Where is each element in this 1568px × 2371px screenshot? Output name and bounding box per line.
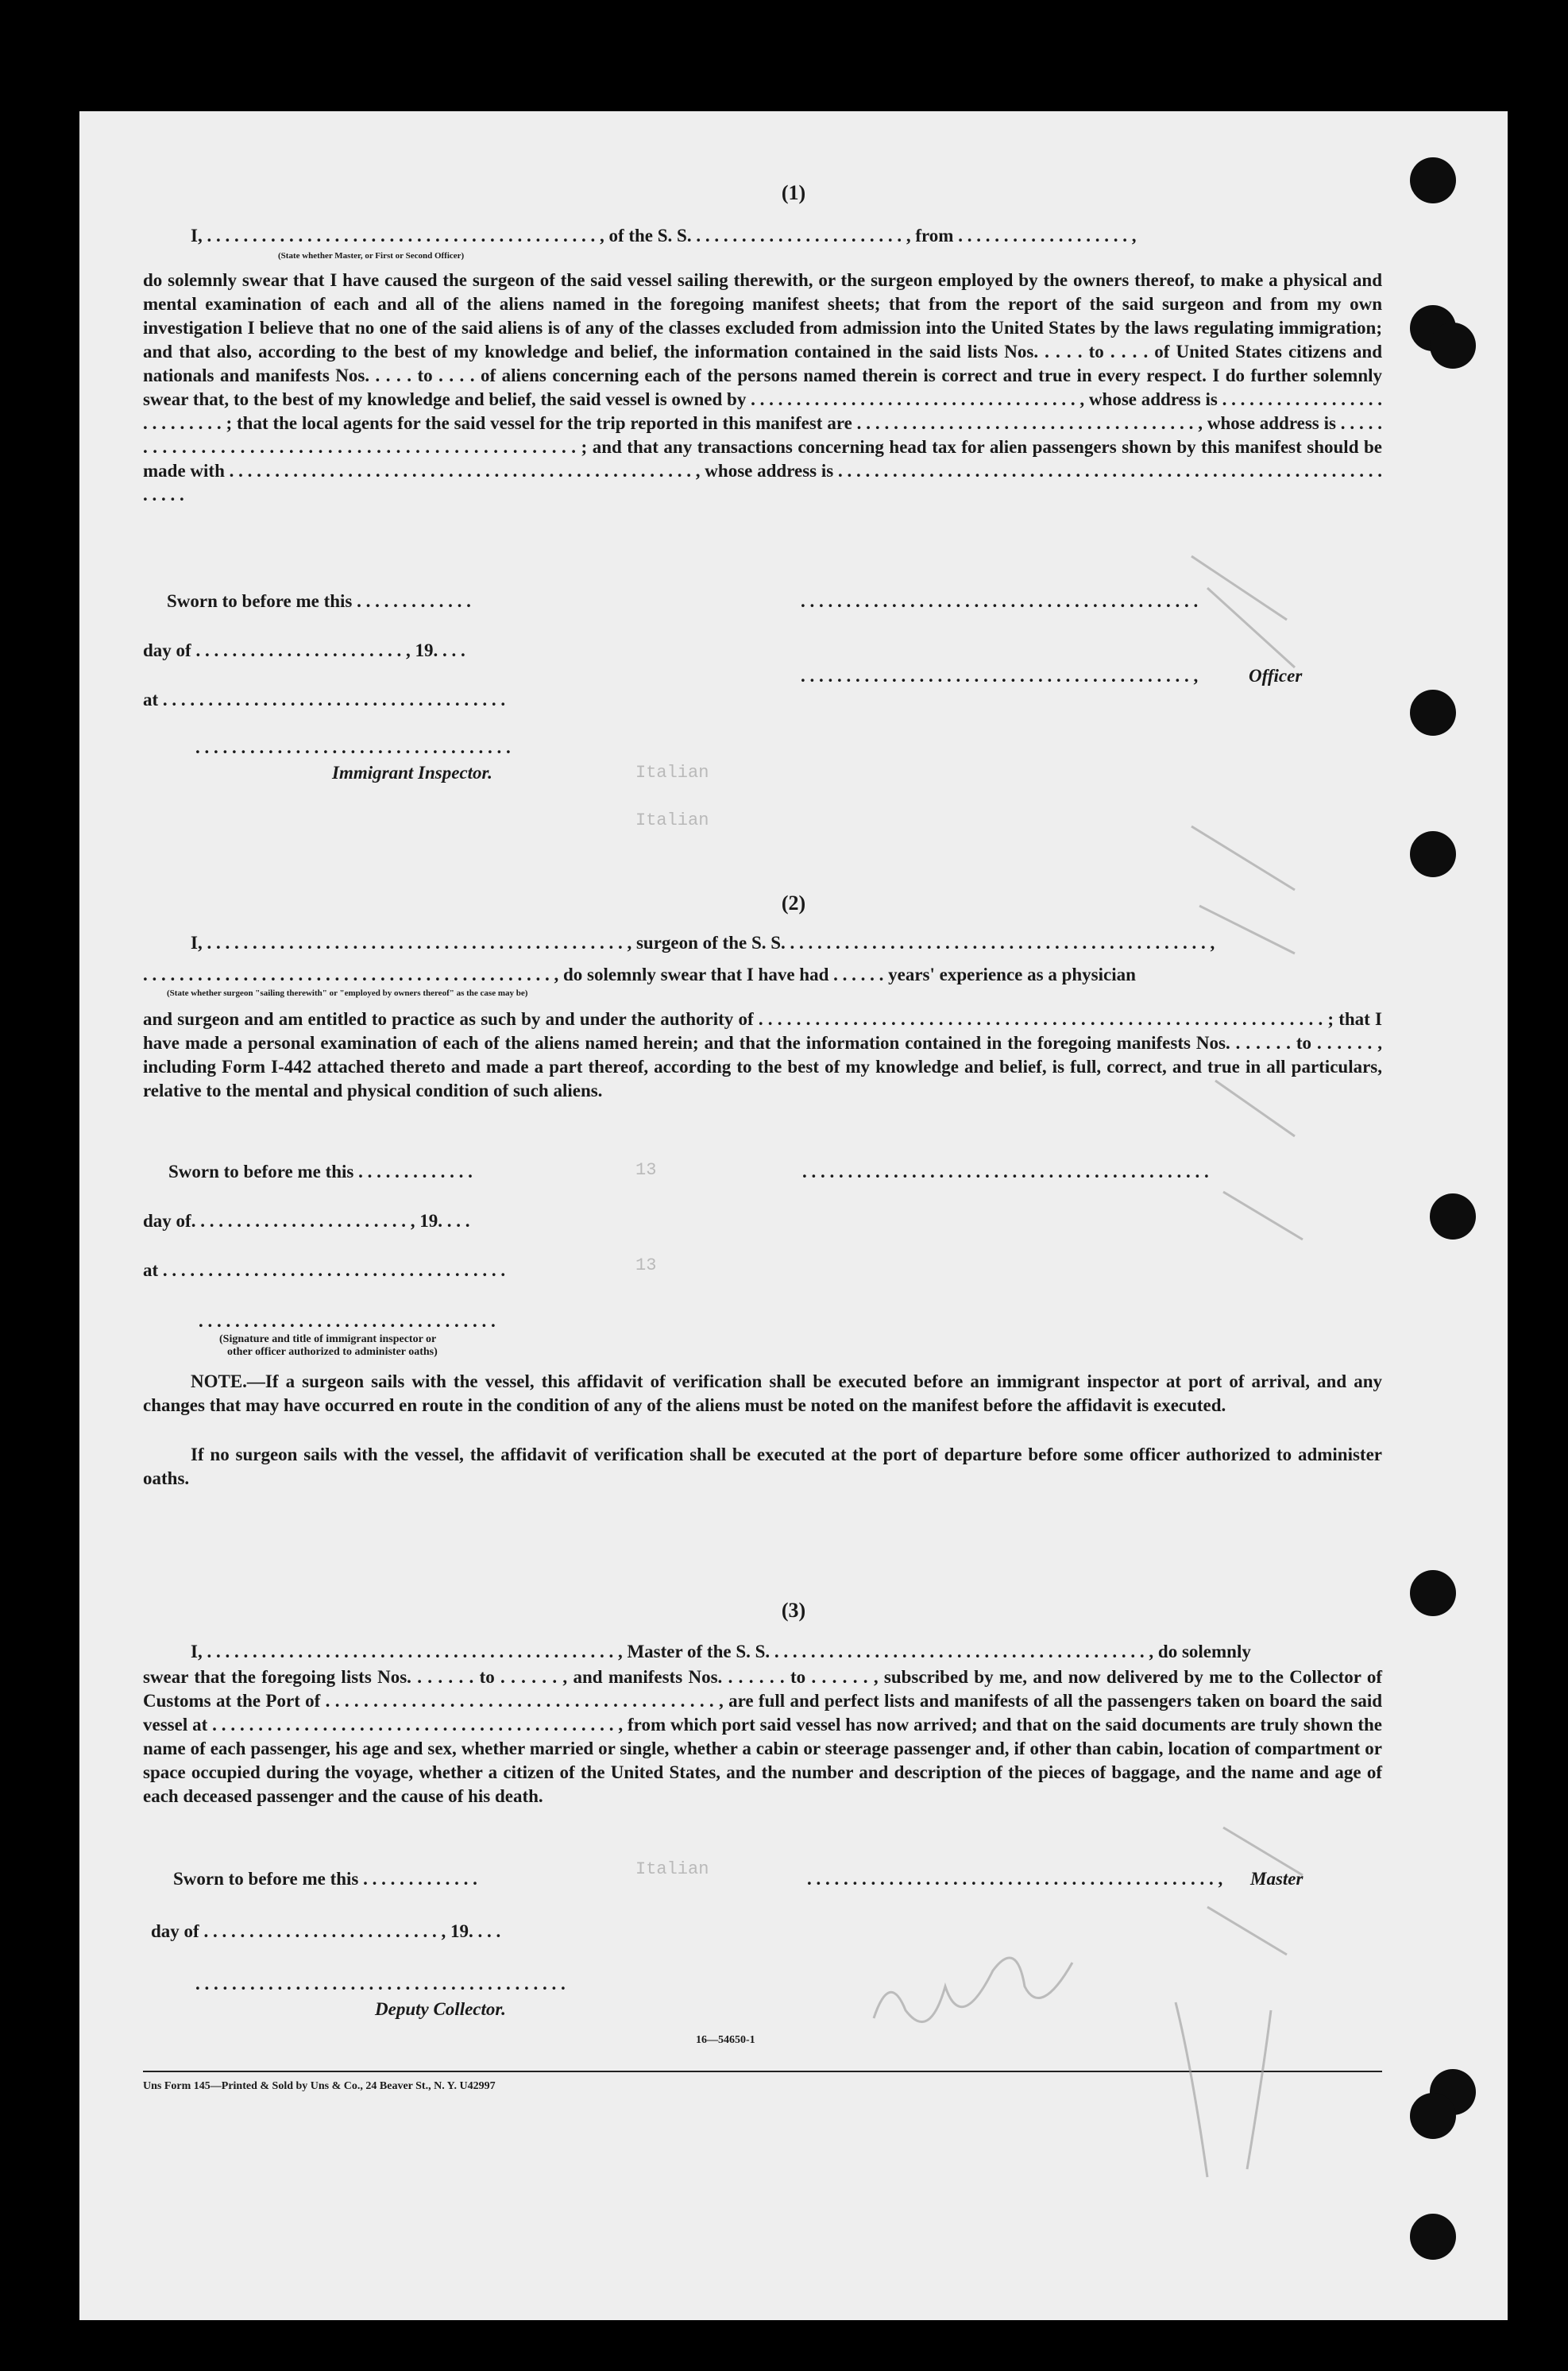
section-1-right-signature-line: . . . . . . . . . . . . . . . . . . . . . . . . . . . . . . . . . . . . . . . . . . . .: [801, 591, 1199, 611]
form-code: 16—54650-1: [696, 2034, 755, 2046]
section-2-heading: (2): [781, 892, 806, 915]
bleed-text: Italian: [635, 810, 709, 830]
binder-hole: [1410, 2093, 1456, 2139]
section-1-officer-label: Officer: [1249, 666, 1303, 686]
binder-hole: [1430, 1193, 1476, 1240]
section-1-heading: (1): [781, 181, 806, 204]
section-1-inspector-title: Immigrant Inspector.: [332, 763, 492, 783]
bleed-text: Italian: [635, 763, 709, 783]
binder-hole: [1410, 831, 1456, 877]
section-2-note-paragraph: NOTE.—If a surgeon sails with the vessel, this affidavit of verification shall be executed before an immigrant inspector at port of arrival, and any changes that may have occurred en route in the condition of any of the aliens must be noted on the manifest before the affidavit is executed.: [143, 1371, 1382, 1415]
section-2-right-signature-line: . . . . . . . . . . . . . . . . . . . . . . . . . . . . . . . . . . . . . . . . . . . . .: [802, 1162, 1209, 1182]
binder-hole: [1430, 323, 1476, 369]
section-2-sworn-line: Sworn to before me this . . . . . . . . . . . . .: [168, 1162, 473, 1182]
document-page: [79, 111, 1508, 2320]
section-1-sworn-line: Sworn to before me this . . . . . . . . . . . . .: [167, 591, 471, 611]
printer-imprint: Uns Form 145—Printed & Sold by Uns & Co., 24 Beaver St., N. Y. U42997: [143, 2080, 496, 2092]
section-1-day-line: day of . . . . . . . . . . . . . . . . . . . . . . . , 19. . . .: [143, 640, 465, 660]
section-2-experience-line: . . . . . . . . . . . . . . . . . . . . . . . . . . . . . . . . . . . . . . . . . . . . . , do solemnly swear that I have had . . . . . . years' experience as a physician: [143, 965, 1136, 984]
binder-hole: [1410, 690, 1456, 736]
section-2-signature-note-2: other officer authorized to administer oaths): [227, 1346, 438, 1358]
section-3-sworn-line: Sworn to before me this . . . . . . . . . . . . .: [173, 1869, 477, 1889]
bleed-text: 13: [635, 1255, 657, 1275]
section-1-at-line: at . . . . . . . . . . . . . . . . . . . . . . . . . . . . . . . . . . . . . .: [143, 690, 506, 710]
section-3-master-label: Master: [1250, 1869, 1303, 1889]
footer-divider: [143, 2071, 1382, 2072]
binder-hole: [1410, 2214, 1456, 2260]
bleed-text: 13: [635, 1160, 657, 1180]
section-2-surgeon-line: I, . . . . . . . . . . . . . . . . . . . . . . . . . . . . . . . . . . . . . . . . . . . . . . , surgeon of the S. S. . . . . . . . . . . . . . . . . . . . . . . . . . . . . . . . . . . . . . . . . . . . . . . ,: [191, 933, 1215, 953]
section-2-at-line: at . . . . . . . . . . . . . . . . . . . . . . . . . . . . . . . . . . . . . .: [143, 1260, 506, 1280]
section-3-heading: (3): [781, 1599, 806, 1622]
binder-hole: [1410, 1570, 1456, 1616]
section-2-oath-text: and surgeon and am entitled to practice as such by and under the authority of . . . . . . . . . . . . . . . . . . . . . . . . . . . . . . . . . . . . . . . . . . . . . . . . . . . . . . . . . . . . ; that I have made a personal examination of each of the aliens named herein; and that the information contained in the foregoing manifests Nos. . . . . . . to . . . . . . , including Form I-442 attached thereto and made a part thereof, according to the best of my knowledge and belief, is full, correct, and true in all particulars, relative to the mental and physical condition of such aliens.: [143, 1009, 1382, 1100]
section-3-master-line: I, . . . . . . . . . . . . . . . . . . . . . . . . . . . . . . . . . . . . . . . . . . . . . , Master of the S. S. . . . . . . . . . . . . . . . . . . . . . . . . . . . . . . . . . . . . . . . . . , do solemnly: [191, 1642, 1251, 1661]
section-3-day-line: day of . . . . . . . . . . . . . . . . . . . . . . . . . . , 19. . . .: [151, 1921, 501, 1941]
section-2-signature-note-1: (Signature and title of immigrant inspector or: [219, 1333, 437, 1345]
bleed-text: Italian: [635, 1859, 709, 1879]
section-2-note-paragraph-2: If no surgeon sails with the vessel, the affidavit of verification shall be executed at the port of departure before some officer authorized to administer oaths.: [143, 1445, 1382, 1488]
section-1-inspector-signature-line: . . . . . . . . . . . . . . . . . . . . . . . . . . . . . . . . . . .: [195, 737, 511, 757]
section-3-oath-text: swear that the foregoing lists Nos. . . . . . . to . . . . . . , and manifests Nos. . . . . . . to . . . . . . , subscribed by me, and now delivered by me to the Collector of Customs at the Port of . . . . . . . . . . . . . . . . . . . . . . . . . . . . . . . . . . . . . . . . . , are full and perfect lists and manifests of all the passengers taken on board the said vessel at . . . . . . . . . . . . . . . . . . . . . . . . . . . . . . . . . . . . . . . . . . . . , from which port said vessel has now arrived; and that on the said documents are truly shown the name of each passenger, his age and sex, whether married or single, whether a cabin or steerage passenger and, if other than cabin, location of compartment or space occupied during the voyage, whether a citizen of the United States, and the number and description of the pieces of baggage, and the name and age of each deceased passenger and the cause of his death.: [143, 1667, 1382, 1806]
section-1-master-note: (State whether Master, or First or Second Officer): [278, 251, 465, 261]
section-2-inspector-signature-line: . . . . . . . . . . . . . . . . . . . . . . . . . . . . . . . . .: [199, 1311, 496, 1331]
section-3-master-signature-line: . . . . . . . . . . . . . . . . . . . . . . . . . . . . . . . . . . . . . . . . . . . . . ,: [807, 1869, 1223, 1889]
section-3-collector-signature-line: . . . . . . . . . . . . . . . . . . . . . . . . . . . . . . . . . . . . . . . . .: [195, 1974, 566, 1994]
binder-hole: [1410, 157, 1456, 203]
section-1-declarant-line: I, . . . . . . . . . . . . . . . . . . . . . . . . . . . . . . . . . . . . . . . . . . . , of the S. S. . . . . . . . . . . . . . . . . . . . . . . . , from . . . . . . . . . . . . . . . . . . . ,: [191, 226, 1137, 246]
section-1-officer-signature-line: . . . . . . . . . . . . . . . . . . . . . . . . . . . . . . . . . . . . . . . . . . . ,: [801, 666, 1199, 686]
section-2-surgeon-note: (State whether surgeon "sailing therewith" or "employed by owners thereof" as the case may be): [167, 988, 528, 998]
section-1-oath-text: do solemnly swear that I have caused the surgeon of the said vessel sailing therewith, or the surgeon employed by the owners thereof, to make a physical and mental examination of each and all of the aliens named in the foregoing manifest sheets; that from the report of the said surgeon and from my own investigation I believe that no one of the said aliens is of any of the classes excluded from admission into the United States by the laws regulating immigration; and that also, according to the best of my knowledge and belief, the information contained in the said lists Nos. . . . . to . . . . of United States citizens and nationals and manifests Nos. . . . . to . . . . of aliens concerning each of the persons named therein is correct and true in every respect. I do further solemnly swear that, to the best of my knowledge and belief, the said vessel is owned by . . . . . . . . . . . . . . . . . . . . . . . . . . . . . . . . . . . . , whose address is . . . . . . . . . . . . . . . . . . . . . . . . . . . ; that the local agents for the said vessel for the trip reported in this manifest are . . . . . . . . . . . . . . . . . . . . . . . . . . . . . . . . . . . . . , whose address is . . . . . . . . . . . . . . . . . . . . . . . . . . . . . . . . . . . . . . . . . . . . . . . . . . ; and that any transactions concerning head tax for alien passengers shown by this manifest should be made with . . . . . . . . . . . . . . . . . . . . . . . . . . . . . . . . . . . . . . . . . . . . . . . . . . . , whose address is . . . . . . . . . . . . . . . . . . . . . . . . . . . . . . . . . . . . . . . . . . . . . . . . . . . . . . . . . . . . . . . . .: [143, 270, 1382, 505]
section-2-day-line: day of. . . . . . . . . . . . . . . . . . . . . . . . , 19. . . .: [143, 1211, 470, 1231]
section-3-collector-title: Deputy Collector.: [375, 1999, 506, 2019]
